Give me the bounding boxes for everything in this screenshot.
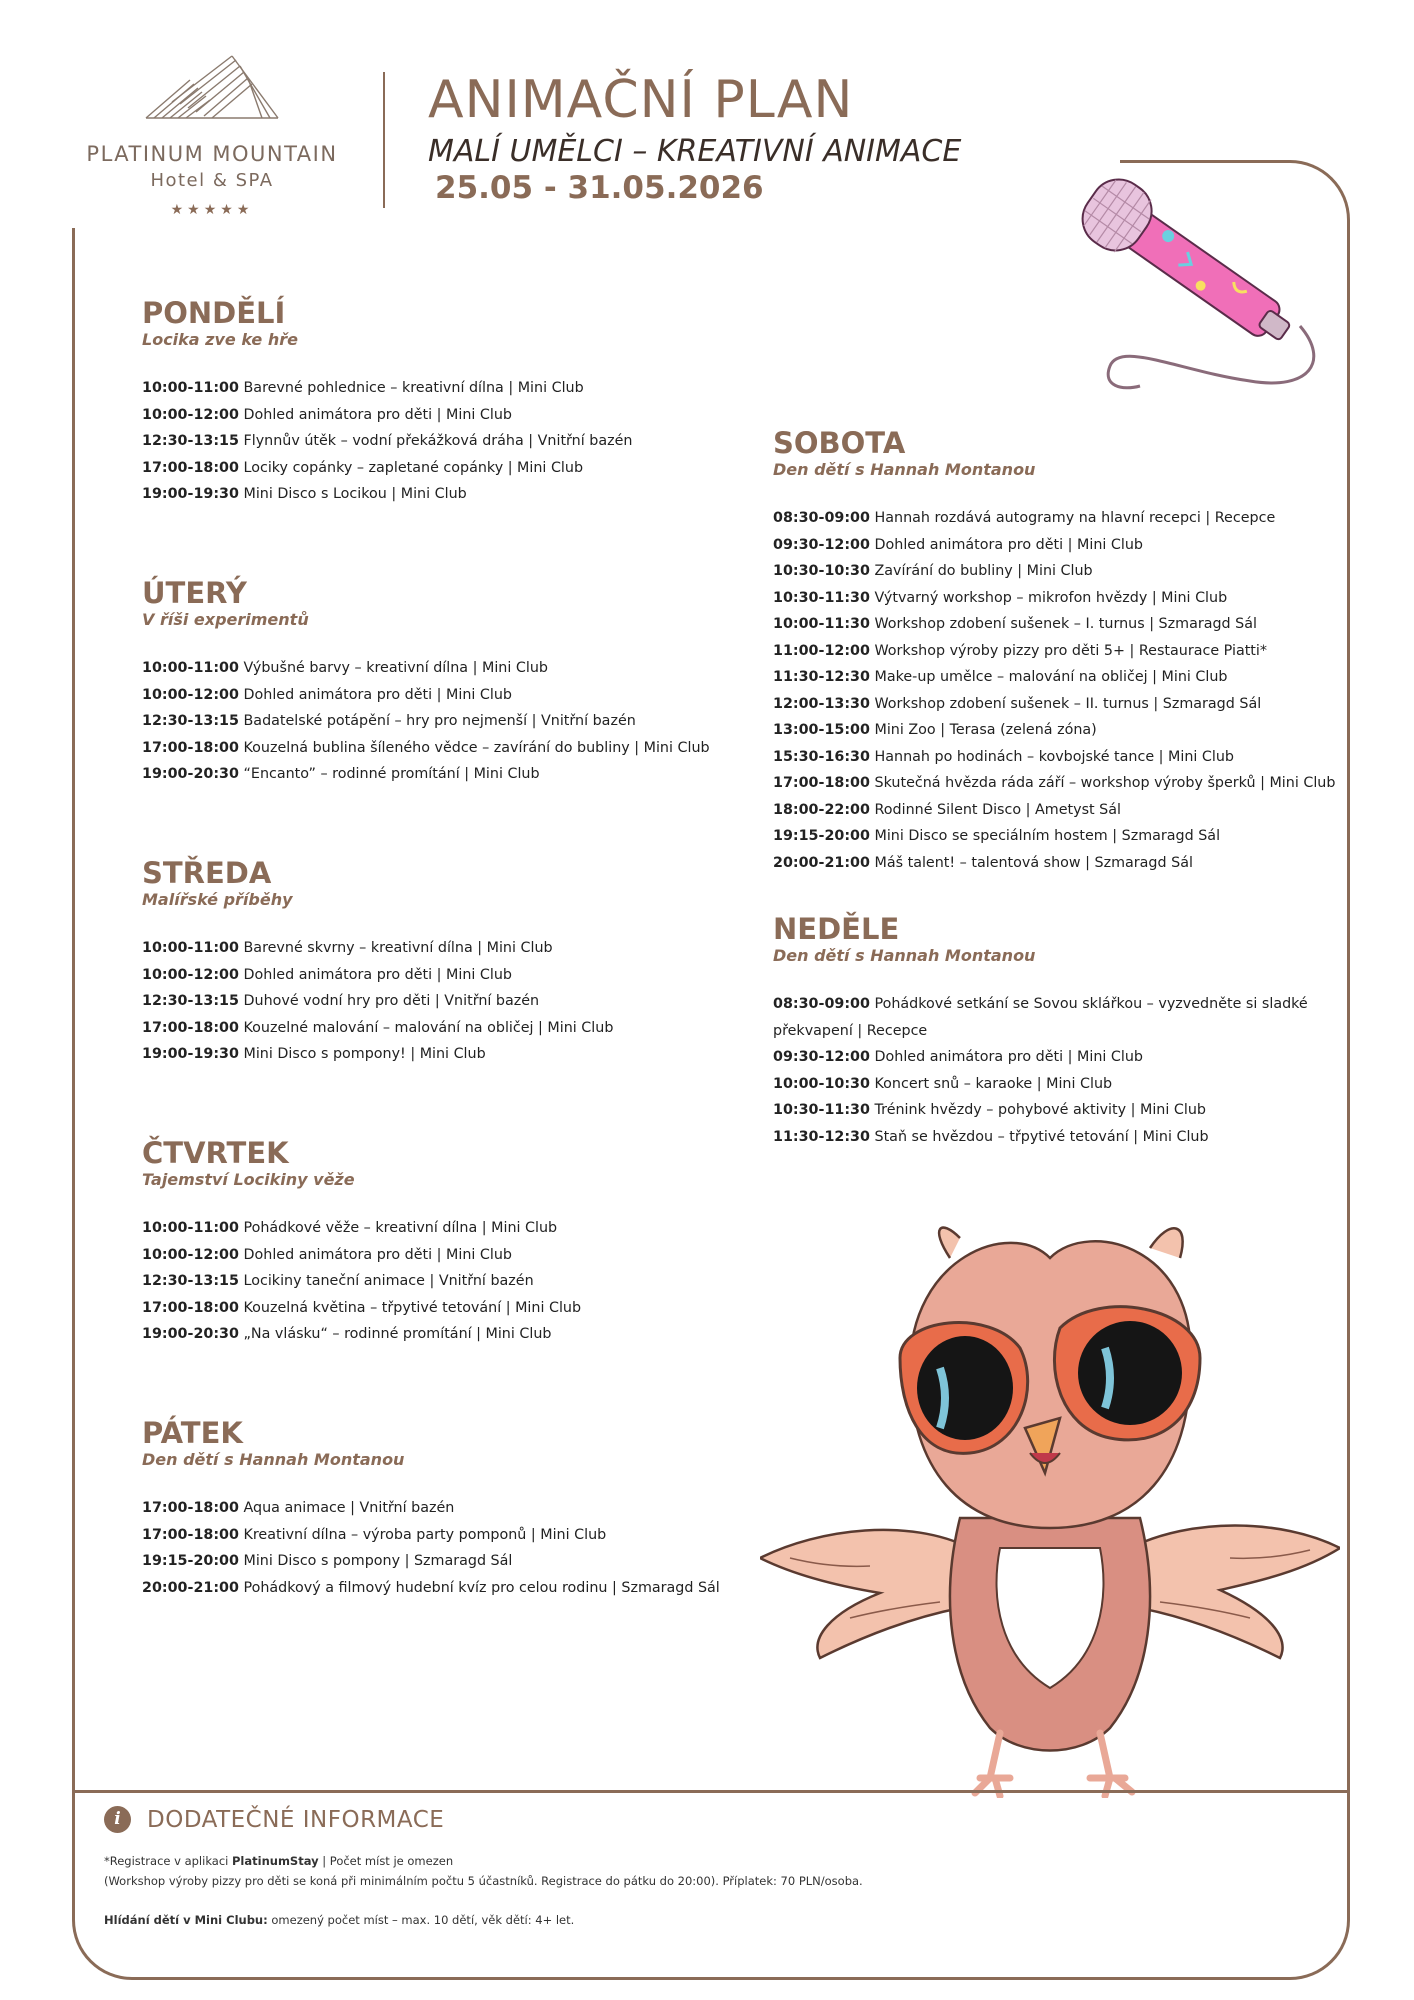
event-item: 11:30-12:30 Make-up umělce – malování na obličej | Mini Club bbox=[773, 669, 1228, 685]
event-item: 12:00-13:30 Workshop zdobení sušenek – II. turnus | Szmaragd Sál bbox=[773, 695, 1262, 712]
event-item: 15:30-16:30 Hannah po hodinách – kovbojské tance | Mini Club bbox=[773, 748, 1234, 765]
event-item: 10:00-12:00 Dohled animátora pro děti | Mini Club bbox=[142, 686, 512, 703]
mountain-logo-icon bbox=[142, 52, 282, 122]
day-name: SOBOTA bbox=[773, 426, 906, 460]
event-item: 19:00-19:30 Mini Disco s Locikou | Mini Club bbox=[142, 486, 467, 502]
day-friday bbox=[142, 1416, 720, 1601]
day-name: ČTVRTEK bbox=[142, 1136, 289, 1170]
day-theme: Den dětí s Hannah Montanou bbox=[773, 460, 1036, 479]
event-item: 08:30-09:00 Pohádkové setkání se Sovou sklářkou – vyzvedněte si sladké překvapení | Recepce bbox=[773, 996, 1308, 1039]
event-list bbox=[142, 655, 710, 788]
hotel-logo bbox=[62, 52, 362, 218]
event-item: 11:00-12:00 Workshop výroby pizzy pro děti 5+ | Restaurace Piatti* bbox=[773, 642, 1268, 659]
info-note-registration: *Registrace v aplikaci PlatinumStay | Počet míst je omezen bbox=[104, 1854, 454, 1868]
frame-left-line bbox=[72, 228, 75, 1848]
day-theme: Den dětí s Hannah Montanou bbox=[773, 946, 1036, 965]
event-item: 17:00-18:00 Kouzelná květina – třpytivé tetování | Mini Club bbox=[142, 1299, 582, 1316]
event-item: 17:00-18:00 Kouzelná bublina šíleného vědce – zavírání do bubliny | Mini Club bbox=[142, 739, 710, 756]
event-item: 12:30-13:15 Badatelské potápění – hry pro nejmenší | Vnitřní bazén bbox=[142, 713, 636, 729]
day-wednesday bbox=[142, 856, 613, 1068]
event-item: 10:30-11:30 Výtvarný workshop – mikrofon hvězdy | Mini Club bbox=[773, 589, 1228, 606]
event-item: 10:00-11:00 Barevné pohlednice – kreativní dílna | Mini Club bbox=[142, 380, 584, 396]
day-name: STŘEDA bbox=[142, 856, 272, 890]
event-item: 12:30-13:15 Duhové vodní hry pro děti | Vnitřní bazén bbox=[142, 993, 540, 1009]
event-item: 13:00-15:00 Mini Zoo | Terasa (zelená zóna) bbox=[773, 722, 1097, 738]
page-title: ANIMAČNÍ PLAN bbox=[428, 70, 854, 130]
day-sunday bbox=[773, 912, 1333, 1150]
event-item: 19:15-20:00 Mini Disco s pompony | Szmaragd Sál bbox=[142, 1553, 513, 1569]
header-divider bbox=[383, 72, 385, 208]
day-theme: Tajemství Locikiny věže bbox=[142, 1170, 355, 1189]
event-item: 12:30-13:15 Flynnův útěk – vodní překážková dráha | Vnitřní bazén bbox=[142, 433, 633, 449]
event-item: 19:00-19:30 Mini Disco s pompony! | Mini Club bbox=[142, 1046, 486, 1062]
day-monday bbox=[142, 296, 632, 508]
page-subtitle: MALÍ UMĚLCI – KREATIVNÍ ANIMACE bbox=[428, 134, 962, 169]
info-title: DODATEČNÉ INFORMACE bbox=[147, 1806, 445, 1833]
event-item: 10:00-11:00 Výbušné barvy – kreativní dílna | Mini Club bbox=[142, 660, 548, 676]
event-item: 10:00-12:00 Dohled animátora pro děti | Mini Club bbox=[142, 406, 512, 423]
event-item: 19:00-20:30 „Na vlásku“ – rodinné promítání | Mini Club bbox=[142, 1326, 552, 1342]
date-range: 25.05 - 31.05.2026 bbox=[435, 170, 764, 206]
event-item: 18:00-22:00 Rodinné Silent Disco | Ametyst Sál bbox=[773, 801, 1121, 818]
day-name: PONDĚLÍ bbox=[142, 296, 286, 330]
event-item: 09:30-12:00 Dohled animátora pro děti | Mini Club bbox=[773, 1049, 1143, 1065]
event-item: 19:00-20:30 “Encanto” – rodinné promítání | Mini Club bbox=[142, 766, 540, 782]
event-item: 17:00-18:00 Skutečná hvězda ráda září – workshop výroby šperků | Mini Club bbox=[773, 775, 1336, 791]
event-item: 17:00-18:00 Kreativní dílna – výroba party pomponů | Mini Club bbox=[142, 1526, 607, 1543]
event-list bbox=[142, 1215, 581, 1348]
event-item: 12:30-13:15 Locikiny taneční animace | Vnitřní bazén bbox=[142, 1273, 534, 1289]
info-icon: i bbox=[104, 1806, 131, 1833]
hotel-stars: ★★★★★ bbox=[170, 201, 254, 217]
day-name: ÚTERÝ bbox=[142, 576, 247, 610]
frame-right-line bbox=[1347, 270, 1350, 1790]
event-item: 11:30-12:30 Staň se hvězdou – třpytivé tetování | Mini Club bbox=[773, 1128, 1209, 1145]
event-item: 10:00-11:00 Pohádkové věže – kreativní dílna | Mini Club bbox=[142, 1220, 558, 1236]
event-item: 20:00-21:00 Pohádkový a filmový hudební kvíz pro celou rodinu | Szmaragd Sál bbox=[142, 1579, 720, 1596]
day-saturday bbox=[773, 426, 1335, 876]
event-item: 17:00-18:00 Lociky copánky – zapletané copánky | Mini Club bbox=[142, 459, 584, 476]
event-item: 10:00-10:30 Koncert snů – karaoke | Mini Club bbox=[773, 1075, 1113, 1092]
info-note-childcare: Hlídání dětí v Mini Clubu: omezený počet míst – max. 10 dětí, věk dětí: 4+ let. bbox=[104, 1913, 575, 1927]
hotel-subtitle: Hotel & SPA bbox=[150, 170, 274, 191]
day-thursday bbox=[142, 1136, 581, 1348]
day-theme: Malířské příběhy bbox=[142, 890, 293, 909]
event-item: 10:00-11:00 Barevné skvrny – kreativní dílna | Mini Club bbox=[142, 940, 553, 956]
owl-mascot-illustration bbox=[760, 1218, 1340, 1798]
event-item: 10:00-12:00 Dohled animátora pro děti | Mini Club bbox=[142, 1246, 512, 1263]
info-note-pizza: (Workshop výroby pizzy pro děti se koná při minimálním počtu 5 účastníků. Registrace do pátku do 20:00). Příplatek: 70 PLN/osoba. bbox=[104, 1874, 863, 1888]
event-item: 10:30-11:30 Trénink hvězdy – pohybové aktivity | Mini Club bbox=[773, 1102, 1206, 1118]
event-item: 20:00-21:00 Máš talent! – talentová show | Szmaragd Sál bbox=[773, 854, 1193, 871]
event-item: 17:00-18:00 Aqua animace | Vnitřní bazén bbox=[142, 1500, 455, 1516]
event-item: 10:00-12:00 Dohled animátora pro děti | Mini Club bbox=[142, 966, 512, 983]
event-item: 19:15-20:00 Mini Disco se speciálním hostem | Szmaragd Sál bbox=[773, 828, 1221, 844]
event-item: 09:30-12:00 Dohled animátora pro děti | Mini Club bbox=[773, 536, 1143, 553]
day-tuesday bbox=[142, 576, 710, 788]
day-theme: V říši experimentů bbox=[142, 610, 309, 629]
microphone-illustration bbox=[1060, 176, 1320, 396]
event-list bbox=[142, 375, 632, 508]
event-list bbox=[773, 505, 1335, 876]
event-item: 08:30-09:00 Hannah rozdává autogramy na hlavní recepci | Recepce bbox=[773, 510, 1276, 526]
event-list bbox=[142, 935, 613, 1068]
day-name: NEDĚLE bbox=[773, 912, 900, 946]
event-item: 10:30-10:30 Zavírání do bubliny | Mini Club bbox=[773, 563, 1093, 579]
event-list bbox=[142, 1495, 720, 1601]
day-theme: Locika zve ke hře bbox=[142, 330, 298, 349]
info-header bbox=[104, 1806, 444, 1833]
event-list bbox=[773, 991, 1333, 1150]
hotel-name: PLATINUM MOUNTAIN bbox=[86, 142, 338, 166]
event-item: 17:00-18:00 Kouzelné malování – malování na obličej | Mini Club bbox=[142, 1019, 614, 1036]
day-name: PÁTEK bbox=[142, 1416, 243, 1450]
info-separator bbox=[72, 1790, 1350, 1793]
day-theme: Den dětí s Hannah Montanou bbox=[142, 1450, 405, 1469]
event-item: 10:00-11:30 Workshop zdobení sušenek – I. turnus | Szmaragd Sál bbox=[773, 616, 1257, 632]
